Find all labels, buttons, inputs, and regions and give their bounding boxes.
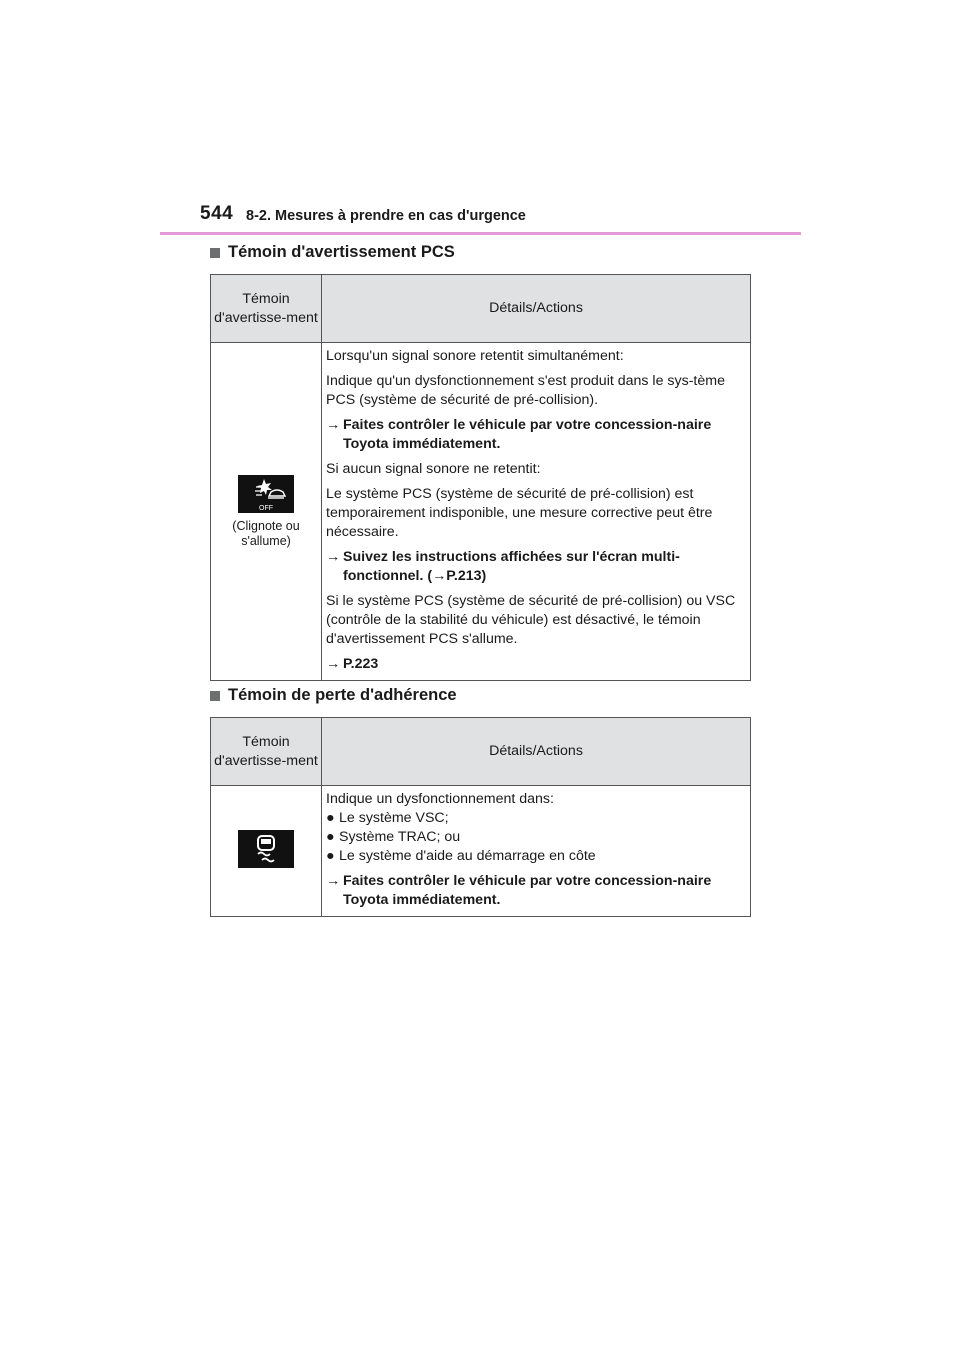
bullet-icon: ●	[326, 810, 335, 826]
table-header-row	[211, 718, 751, 786]
svg-text:OFF: OFF	[259, 504, 273, 512]
arrow-icon: →	[326, 417, 341, 433]
col-header-indicator: Témoin d'avertisse-ment	[211, 275, 322, 343]
list-item: ● Le système d'aide au démarrage en côte	[326, 848, 596, 864]
slip-indicator-icon	[238, 830, 294, 868]
col-header-details: Détails/Actions	[322, 275, 751, 343]
page-number: 544	[200, 203, 234, 224]
section-title-slip: Témoin de perte d'adhérence	[210, 686, 457, 705]
arrow-icon: →	[326, 549, 341, 565]
details-cell	[322, 786, 751, 917]
page-reference[interactable]: P.213)	[446, 568, 487, 584]
col-header-indicator: Témoin d'avertisse-ment	[211, 718, 322, 786]
col-header-details: Détails/Actions	[322, 718, 751, 786]
page-header	[200, 203, 800, 231]
action-item: → Suivez les instructions affichées sur l'écran multi-fonctionnel. (→P.213)	[326, 549, 680, 584]
table-row	[211, 786, 751, 917]
table-header-row	[211, 275, 751, 343]
arrow-icon: →	[326, 873, 341, 889]
table-row	[211, 343, 751, 681]
detail-text: Indique qu'un dysfonctionnement s'est produit dans le sys-tème PCS (système de sécurité de pré-collision).	[326, 373, 725, 408]
arrow-icon: →	[432, 568, 447, 584]
bullet-icon: ●	[326, 829, 335, 845]
icon-caption: (Clignote ou s'allume)	[232, 518, 300, 548]
detail-text: Si aucun signal sonore ne retentit:	[326, 461, 541, 477]
indicator-cell	[211, 343, 322, 681]
action-item	[326, 655, 744, 674]
chapter-title: 8-2. Mesures à prendre en cas d'urgence	[246, 208, 526, 224]
arrow-icon: →	[326, 656, 341, 672]
header-rule	[160, 232, 801, 235]
action-item: → Faites contrôler le véhicule par votre concession-naire Toyota immédiatement.	[326, 417, 712, 452]
pcs-off-icon	[238, 475, 294, 513]
detail-text: Si le système PCS (système de sécurité de pré-collision) ou VSC (contrôle de la stabilité du véhicule) est désactivé, le témoin d'avertissement PCS s'allume.	[326, 593, 736, 647]
detail-text: Indique un dysfonctionnement dans:	[326, 791, 554, 807]
page-reference[interactable]: P.223	[343, 656, 379, 672]
pcs-warning-table	[210, 274, 751, 681]
detail-text: Lorsqu'un signal sonore retentit simultanément:	[326, 348, 624, 364]
list-item: ● Le système VSC;	[326, 810, 449, 826]
details-cell	[322, 343, 751, 681]
bullet-icon: ●	[326, 848, 335, 864]
square-bullet-icon	[210, 691, 220, 701]
section-title-pcs: Témoin d'avertissement PCS	[210, 243, 455, 262]
square-bullet-icon	[210, 248, 220, 258]
indicator-cell	[211, 786, 322, 917]
list-item: ● Système TRAC; ou	[326, 829, 461, 845]
slip-warning-table	[210, 717, 751, 917]
action-item: → Faites contrôler le véhicule par votre concession-naire Toyota immédiatement.	[326, 873, 712, 908]
detail-text: Le système PCS (système de sécurité de pré-collision) est temporairement indisponible, une mesure corrective peut être nécessaire.	[326, 486, 713, 540]
